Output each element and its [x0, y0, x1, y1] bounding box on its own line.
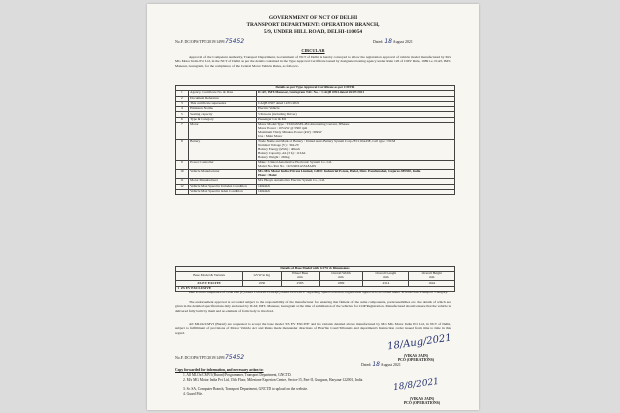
- spec-row-parameter: Agency, Certificate No. & Date: [188, 91, 256, 96]
- copy-item-1: 1. All MLOs/CMVI (Burari)/Programmer, Transport Department, GNCTD.: [183, 373, 292, 377]
- header-govt: GOVERNMENT OF NCT OF DELHI: [268, 15, 358, 21]
- signature-1: 18/Aug/2021: [386, 332, 453, 353]
- gvw-value: 1950: [243, 281, 281, 286]
- spec-row-number: 8: [176, 139, 189, 160]
- spec-row-number: [176, 189, 189, 194]
- gvw-width: 1809: [319, 281, 363, 286]
- spec-table-title: Details as per Type Approval Certificate as per CMVR: [176, 86, 455, 91]
- intro-paragraph: Approval of the Competent Authority, Transport Department, Government of NCT of Delhi is hereby conveyed to allow the registration approval of vehicle model manufactured by M/s MG Motor India Pvt Ltd, in the NCT of Delhi as per the details contained in the Type Approval Certificate issued by designated testing agency under Rule 126 of CMV Rule, 1989 i.e. ICAT, IMT- Manesar, Gurugram, for the compliance of the Central Motor Vehicle Rules, as follows:-: [175, 55, 451, 68]
- gvw-header-length: Overall Length mm: [363, 272, 409, 281]
- reference-number-top: No.F. DC/OPS/TPT/2019/1499/75452: [175, 38, 245, 45]
- spec-row-parameter: Seating capacity: [188, 112, 256, 117]
- gvw-header-height: Overall Height mm: [409, 272, 455, 281]
- spec-row-value: Make : United Automotive Electronic System Co. Ltd. Model No./Part No. : KT240XA5SL8ADS: [256, 160, 454, 169]
- gvw-length: 4314: [363, 281, 409, 286]
- spec-row-parameter: Battery: [188, 139, 256, 160]
- spec-row-value: Motor Model/Type : TZ204XSEL481/Alternating Current, 3Phases Motor Power : 105 kW @ 3500 rpm Maximum Thirty Minutes Power (kW) : 68kW Use : Main Motor: [256, 122, 454, 139]
- spec-row-parameter: Vehicle Max Speed in laden Condition: [188, 189, 256, 194]
- gvw-wheelbase: 2585: [281, 281, 319, 286]
- spec-row: [176, 189, 455, 194]
- spec-row: [176, 122, 455, 139]
- spec-row-parameter: Motor: [188, 122, 256, 139]
- date-top: Dated: 18 August 2021: [373, 38, 413, 45]
- document-page: [147, 4, 479, 410]
- spec-row: [176, 139, 455, 160]
- gvw-model: ZS EV EXCITE: [176, 281, 243, 286]
- spec-row-value: 5 Persons (including Driver): [256, 112, 454, 117]
- copy-item-4: 4. Guard File.: [183, 392, 203, 396]
- spec-row-value: Passenger Car & M1: [256, 117, 454, 122]
- spec-row-parameter: Emission Norms: [188, 107, 256, 112]
- spec-row-value: M/s MG Motor India Private Limited, GIDC Industrial Estate, Halol, Distt. Panchmahal, Gujarat-389350, India Plant : Halol: [256, 170, 454, 179]
- spec-row-value: M/s Huayu Automotive Electric System Co., Ltd.: [256, 179, 454, 184]
- spec-row-parameter: Vehicle Manufacturer: [188, 170, 256, 179]
- spec-row-parameter: Document Reference: [188, 96, 256, 101]
- spec-row-number: 6: [176, 117, 189, 122]
- paragraph-mlo-request: All MLOs/CMVI (Burari) are requested to accept the base model 'ZS EV EXCITE' and its variants detailed above manufactured by M/s MG Motor India Pvt Ltd, in NCT of Delhi, subject to fulfillment of provisions of Motor Vehicle Act and Rules made thereunder directions of Hon'ble Court/Tribunals and department's Instruction /order issued from time to time in this regard.: [175, 322, 451, 335]
- signature-2: 18/8/2021: [392, 376, 440, 394]
- date-bottom: Dated: 18 August 2021: [361, 361, 401, 368]
- paragraph-endorsement: The endorsement approval is accorded subject to the responsibility of the manufacturer for ensuring that fitment of the same components, parts/assemblies etc. the details of which are given in the detailed specifications duly endorsed by ICAT, IMT- Manesar, Gurugram at the time of submission of the vehicles for COP/Registration. Manufactured should ensure that the vehicle is delivered fully built by them and no element of form body is involved.: [175, 300, 451, 313]
- spec-row-number: 11: [176, 179, 189, 184]
- signatory-2: (VIKAS JAIN) PCO (OPERATIONS): [403, 397, 441, 406]
- signatory-1: (VIKAS JAIN) PCO (OPERATIONS): [397, 354, 435, 363]
- reference-number-bottom: No.F. DC/OPS/TPT/2019/1499/75452: [175, 354, 245, 361]
- copy-item-3: 3. Sr. SA, Computer Branch, Transport Department, GNCTD to upload on the website.: [183, 387, 308, 391]
- copy-forwarded-title: Copy forwarded for information, and necessary action to:: [175, 368, 264, 372]
- gvw-dimension-table: [175, 266, 455, 292]
- spec-row: [176, 170, 455, 179]
- spec-row-value: 140km/h: [256, 189, 454, 194]
- header-address: 5/9, UNDER HILL ROAD, DELHI-110054: [263, 29, 363, 35]
- spec-row-number: 3: [176, 101, 189, 106]
- spec-row-number: 2: [176, 96, 189, 101]
- spec-row-parameter: Type & Category: [188, 117, 256, 122]
- circular-title: CIRCULAR: [301, 48, 325, 53]
- gvw-header-model: Base Model & Variants: [176, 272, 243, 281]
- spec-row-number: 4: [176, 107, 189, 112]
- spec-row-parameter: Vehicle Max Speed in Unladen Condition: [188, 184, 256, 189]
- gvw-header-wheelbase: Wheel Base mm: [281, 272, 319, 281]
- gvw-header-width: Overall Width mm: [319, 272, 363, 281]
- spec-row-value: Electric Vehicle: [256, 107, 454, 112]
- spec-row-value: ICAT, IMT-Manesar, Gurugram TAC No. : CAQB 0394 dated 26/07/2021: [256, 91, 454, 96]
- spec-row-number: 10: [176, 170, 189, 179]
- specification-table: [175, 85, 455, 195]
- spec-row-value: CAQB 0307 dated 12/01/2021: [256, 101, 454, 106]
- gvw-table-title: Details of Base Model with GVW & Dimensions: [176, 267, 455, 272]
- handwritten-number: 75452: [224, 38, 245, 45]
- spec-row-parameter: Motor Manufacturer: [188, 179, 256, 184]
- spec-row-number: 9: [176, 160, 189, 169]
- spec-row-parameter: Power Controller: [188, 160, 256, 169]
- spec-row-number: 7: [176, 122, 189, 139]
- copy-item-2: 2. M/s MG Motor India Pvt Ltd, 15th Floor, Milestone Experion Centre, Sector-15, Part-II, Gurgaon, Haryana-122001, India: [183, 378, 363, 382]
- paragraph-speed-governor: Due to non compliance of GSR 290 (E) dated 15/04/2015/424(E) dated 01/05/2017 regarding Speed Governor, registration approval is accorded under 'Private/Non-Transport' Category.: [189, 290, 449, 294]
- header-dept: TRANSPORT DEPARTMENT: OPERATION BRANCH,: [246, 22, 380, 28]
- spec-row: [176, 160, 455, 169]
- spec-row-parameter: This certificate supersedes: [188, 101, 256, 106]
- spec-row-value: 140km/h: [256, 184, 454, 189]
- spec-row-number: 1: [176, 91, 189, 96]
- gvw-height: 1644: [409, 281, 455, 286]
- gvw-variant-row: 1 ZS EV EXCLUSIVE: [176, 286, 455, 291]
- spec-row-number: 5: [176, 112, 189, 117]
- gvw-header-gvw: GVW in Kg: [243, 272, 281, 281]
- spec-row-value: Trade Name and Mark of Battery : United Auto Battery System Corp./EC110A43E, Cell type : NCM Nominal Voltage (V) : 394.2V Battery Energy (kWh) : 40kwh Battery Capacity, Ah (3 h) : 113Ah Battery Weight : 265kg: [256, 139, 454, 160]
- spec-row-number: 12: [176, 184, 189, 189]
